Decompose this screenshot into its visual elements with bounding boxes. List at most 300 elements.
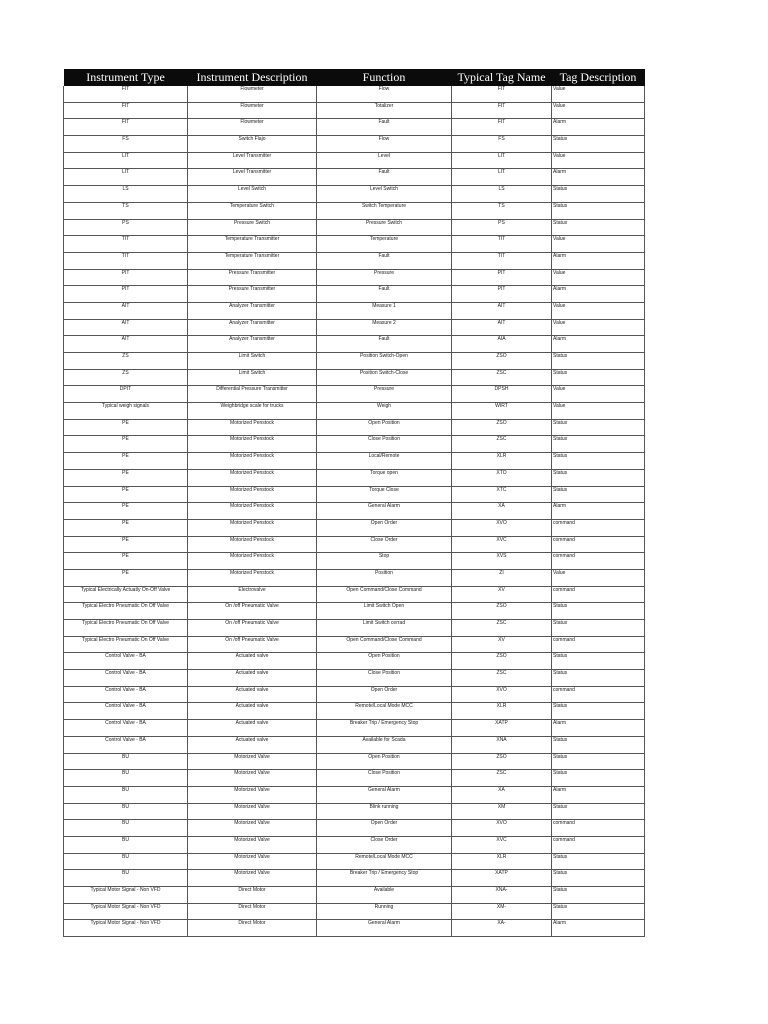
function-cell: Pressure <box>317 269 452 286</box>
tag-description-cell: Status <box>552 870 645 887</box>
tag-name-cell: ZSO <box>452 653 552 670</box>
tag-description-cell: Alarm <box>552 920 645 937</box>
instrument-type-cell: PE <box>64 553 188 570</box>
tag-description-cell: Status <box>552 670 645 687</box>
function-cell: Totalizer <box>317 102 452 119</box>
function-cell: Local/Remote <box>317 453 452 470</box>
table-row <box>64 169 645 186</box>
instrument-description-cell: Motorized Penstock <box>188 469 317 486</box>
function-cell: Fault <box>317 252 452 269</box>
tag-description-cell: Value <box>552 152 645 169</box>
function-cell: Open Position <box>317 753 452 770</box>
instrument-description-cell: Pressure Transmitter <box>188 269 317 286</box>
function-cell: Close Position <box>317 770 452 787</box>
table-row <box>64 86 645 102</box>
instrument-type-cell: DPIT <box>64 386 188 403</box>
table-row <box>64 803 645 820</box>
tag-name-cell: WIRT <box>452 403 552 420</box>
instrument-description-cell: Motorized Penstock <box>188 503 317 520</box>
table-row <box>64 419 645 436</box>
tag-name-cell: XATP <box>452 720 552 737</box>
table-row <box>64 302 645 319</box>
table-row <box>64 870 645 887</box>
function-cell: Pressure Switch <box>317 219 452 236</box>
tag-name-cell: ZSC <box>452 436 552 453</box>
tag-name-cell: XV <box>452 636 552 653</box>
tag-name-cell: AIT <box>452 302 552 319</box>
instrument-description-cell: Motorized Penstock <box>188 536 317 553</box>
instrument-description-cell: Motorized Valve <box>188 786 317 803</box>
instrument-type-cell: Typical Electrically Actuatly On-Off Valve <box>64 586 188 603</box>
instrument-type-cell: PIT <box>64 269 188 286</box>
table-row <box>64 670 645 687</box>
instrument-type-cell: BU <box>64 836 188 853</box>
instrument-type-cell: PE <box>64 436 188 453</box>
instrument-description-cell: Motorized Penstock <box>188 569 317 586</box>
table-row <box>64 820 645 837</box>
tag-description-cell: Alarm <box>552 119 645 136</box>
tag-name-cell: XVO <box>452 519 552 536</box>
instrument-type-cell: Control Valve - BA <box>64 703 188 720</box>
instrument-type-cell: Typical Motor Signal - Non VFD <box>64 903 188 920</box>
table-row <box>64 503 645 520</box>
function-cell: Blink running <box>317 803 452 820</box>
tag-description-cell: Status <box>552 653 645 670</box>
instrument-type-cell: BU <box>64 786 188 803</box>
table-row <box>64 853 645 870</box>
instrument-description-cell: Analyzer Transmitter <box>188 336 317 353</box>
instrument-type-cell: Typical Electro Pneumatic On Off Valve <box>64 620 188 637</box>
table-row <box>64 603 645 620</box>
tag-description-cell: Value <box>552 269 645 286</box>
table-row <box>64 236 645 253</box>
instrument-description-cell: Pressure Switch <box>188 219 317 236</box>
function-cell: Open Order <box>317 519 452 536</box>
function-cell: Close Position <box>317 436 452 453</box>
function-cell: Open Position <box>317 653 452 670</box>
tag-description-cell: Alarm <box>552 336 645 353</box>
instrument-type-cell: TIT <box>64 252 188 269</box>
tag-name-cell: ZSO <box>452 603 552 620</box>
function-cell: Stop <box>317 553 452 570</box>
function-cell: Limit Switch Open <box>317 603 452 620</box>
tag-description-cell: Status <box>552 453 645 470</box>
instrument-type-cell: Typical weigh signals <box>64 403 188 420</box>
instrument-description-cell: Temperature Switch <box>188 202 317 219</box>
instrument-type-cell: TS <box>64 202 188 219</box>
tag-description-cell: command <box>552 536 645 553</box>
table-row <box>64 486 645 503</box>
instrument-type-cell: ZS <box>64 353 188 370</box>
function-cell: Available for Scada <box>317 736 452 753</box>
header-row <box>64 69 645 86</box>
tag-name-cell: XLR <box>452 853 552 870</box>
tag-description-cell: Status <box>552 353 645 370</box>
table-row <box>64 887 645 904</box>
function-cell: Open Order <box>317 686 452 703</box>
tag-name-cell: XATP <box>452 870 552 887</box>
tag-description-cell: command <box>552 586 645 603</box>
tag-description-cell: command <box>552 636 645 653</box>
tag-description-cell: Status <box>552 136 645 153</box>
function-cell: General Alarm <box>317 786 452 803</box>
tag-name-cell: PIT <box>452 269 552 286</box>
tag-name-cell: LIT <box>452 169 552 186</box>
tag-description-cell: Alarm <box>552 169 645 186</box>
function-cell: Fault <box>317 119 452 136</box>
instrument-type-cell: LIT <box>64 152 188 169</box>
table-row <box>64 436 645 453</box>
instrument-type-cell: FIT <box>64 102 188 119</box>
table-row <box>64 319 645 336</box>
instrument-type-cell: LS <box>64 186 188 203</box>
instrument-description-cell: Pressure Transmitter <box>188 286 317 303</box>
tag-description-cell: command <box>552 553 645 570</box>
instrument-description-cell: Actuated valve <box>188 703 317 720</box>
tag-name-cell: FIT <box>452 102 552 119</box>
instrument-type-cell: BU <box>64 803 188 820</box>
instrument-description-cell: Flowmeter <box>188 86 317 102</box>
tag-name-cell: ZSO <box>452 419 552 436</box>
tag-description-cell: Status <box>552 369 645 386</box>
function-cell: Fault <box>317 336 452 353</box>
tag-name-cell: ZSC <box>452 369 552 386</box>
function-cell: Torque Close <box>317 486 452 503</box>
table-row <box>64 186 645 203</box>
instrument-description-cell: Level Transmitter <box>188 169 317 186</box>
instrument-description-cell: On /off Pneumatic Valve <box>188 636 317 653</box>
table-row <box>64 369 645 386</box>
tag-name-cell: XNA <box>452 736 552 753</box>
header-instrument-description: Instrument Description <box>188 69 317 86</box>
tag-name-cell: ZSO <box>452 753 552 770</box>
tag-name-cell: XA <box>452 786 552 803</box>
instrument-type-cell: BU <box>64 770 188 787</box>
tag-description-cell: command <box>552 820 645 837</box>
instrument-description-cell: Electrovalve <box>188 586 317 603</box>
tag-name-cell: XTC <box>452 486 552 503</box>
instrument-description-cell: Analyzer Transmitter <box>188 302 317 319</box>
instrument-type-cell: PS <box>64 219 188 236</box>
function-cell: Position Switch-Close <box>317 369 452 386</box>
tag-name-cell: XVS <box>452 553 552 570</box>
tag-description-cell: Alarm <box>552 252 645 269</box>
tag-name-cell: FS <box>452 136 552 153</box>
tag-description-cell: Alarm <box>552 503 645 520</box>
function-cell: Open Position <box>317 419 452 436</box>
table-row <box>64 219 645 236</box>
instrument-type-cell: LIT <box>64 169 188 186</box>
instrument-type-cell: PE <box>64 486 188 503</box>
function-cell: Open Command/Close Command <box>317 586 452 603</box>
instrument-type-cell: Typical Motor Signal - Non VFD <box>64 887 188 904</box>
function-cell: Fault <box>317 286 452 303</box>
table-row <box>64 653 645 670</box>
tag-description-cell: Value <box>552 302 645 319</box>
tag-description-cell: Status <box>552 436 645 453</box>
instrument-type-cell: Control Valve - BA <box>64 736 188 753</box>
instrument-type-cell: FS <box>64 136 188 153</box>
table-row <box>64 386 645 403</box>
function-cell: Open Order <box>317 820 452 837</box>
tag-description-cell: Status <box>552 186 645 203</box>
instrument-type-cell: TIT <box>64 236 188 253</box>
tag-description-cell: Status <box>552 703 645 720</box>
instrument-description-cell: Motorized Valve <box>188 836 317 853</box>
tag-description-cell: Status <box>552 753 645 770</box>
function-cell: Close Order <box>317 536 452 553</box>
function-cell: Flow <box>317 86 452 102</box>
instrument-description-cell: Motorized Valve <box>188 870 317 887</box>
function-cell: General Alarm <box>317 503 452 520</box>
instrument-type-cell: BU <box>64 853 188 870</box>
table-row <box>64 119 645 136</box>
tag-description-cell: Status <box>552 486 645 503</box>
tag-name-cell: PS <box>452 219 552 236</box>
tag-name-cell: XVO <box>452 820 552 837</box>
instrument-description-cell: Flowmeter <box>188 119 317 136</box>
instrument-type-cell: Control Valve - BA <box>64 653 188 670</box>
tag-description-cell: Status <box>552 887 645 904</box>
function-cell: Measure 2 <box>317 319 452 336</box>
tag-name-cell: LIT <box>452 152 552 169</box>
instrument-description-cell: On /off Pneumatic Valve <box>188 603 317 620</box>
tag-name-cell: AIT <box>452 319 552 336</box>
instrument-type-cell: BU <box>64 820 188 837</box>
instrument-description-cell: Actuated valve <box>188 736 317 753</box>
tag-description-cell: Status <box>552 803 645 820</box>
tag-description-cell: Status <box>552 620 645 637</box>
table-row <box>64 753 645 770</box>
tag-name-cell: XLR <box>452 453 552 470</box>
function-cell: Available <box>317 887 452 904</box>
tag-name-cell: ZSC <box>452 620 552 637</box>
instrument-type-cell: BU <box>64 870 188 887</box>
instrument-type-cell: PE <box>64 453 188 470</box>
function-cell: Limit Switch cerrad <box>317 620 452 637</box>
table-row <box>64 736 645 753</box>
instrument-description-cell: Actuated valve <box>188 720 317 737</box>
table-row <box>64 519 645 536</box>
instrument-description-cell: Motorized Penstock <box>188 436 317 453</box>
tag-description-cell: Value <box>552 386 645 403</box>
tag-name-cell: XM- <box>452 903 552 920</box>
function-cell: General Alarm <box>317 920 452 937</box>
instrument-type-cell: Typical Electro Pneumatic On Off Valve <box>64 636 188 653</box>
table-row <box>64 286 645 303</box>
table-row <box>64 403 645 420</box>
instrument-type-cell: FIT <box>64 86 188 102</box>
instrument-type-cell: PE <box>64 536 188 553</box>
table-row <box>64 920 645 937</box>
function-cell: Flow <box>317 136 452 153</box>
instrument-type-cell: AIT <box>64 336 188 353</box>
instrument-type-cell: AIT <box>64 319 188 336</box>
function-cell: Measure 1 <box>317 302 452 319</box>
instrument-type-cell: FIT <box>64 119 188 136</box>
table-row <box>64 536 645 553</box>
instrument-type-cell: PE <box>64 519 188 536</box>
function-cell: Remote/Local Mode MCC <box>317 853 452 870</box>
table-row <box>64 836 645 853</box>
instrument-description-cell: Temperature Transmitter <box>188 236 317 253</box>
table-row <box>64 353 645 370</box>
instrument-description-cell: Direct Motor <box>188 887 317 904</box>
tag-name-cell: AIA <box>452 336 552 353</box>
instrument-type-cell: PE <box>64 503 188 520</box>
table-row <box>64 336 645 353</box>
tag-name-cell: ZSC <box>452 770 552 787</box>
instrument-description-cell: Motorized Valve <box>188 753 317 770</box>
instrument-type-cell: PE <box>64 419 188 436</box>
tag-name-cell: XVC <box>452 536 552 553</box>
tag-name-cell: DPSH <box>452 386 552 403</box>
instrument-description-cell: Motorized Penstock <box>188 486 317 503</box>
tag-description-cell: Alarm <box>552 720 645 737</box>
tag-name-cell: PIT <box>452 286 552 303</box>
tag-name-cell: TIT <box>452 252 552 269</box>
function-cell: Breaker Trip / Emergency Stop <box>317 720 452 737</box>
function-cell: Close Order <box>317 836 452 853</box>
tag-name-cell: TS <box>452 202 552 219</box>
instrument-type-cell: PIT <box>64 286 188 303</box>
tag-description-cell: Value <box>552 403 645 420</box>
tag-name-cell: XNA- <box>452 887 552 904</box>
tag-name-cell: LS <box>452 186 552 203</box>
instrument-description-cell: Differential Pressure Transmitter <box>188 386 317 403</box>
tag-description-cell: command <box>552 686 645 703</box>
table-row <box>64 686 645 703</box>
table-row <box>64 903 645 920</box>
function-cell: Position <box>317 569 452 586</box>
instrument-type-cell: PE <box>64 569 188 586</box>
instrument-description-cell: Direct Motor <box>188 920 317 937</box>
function-cell: Level Switch <box>317 186 452 203</box>
tag-description-cell: Status <box>552 219 645 236</box>
instrument-type-cell: ZS <box>64 369 188 386</box>
table-row <box>64 136 645 153</box>
tag-name-cell: XA <box>452 503 552 520</box>
table-row <box>64 469 645 486</box>
tag-description-cell: Status <box>552 202 645 219</box>
tag-name-cell: ZSO <box>452 353 552 370</box>
function-cell: Fault <box>317 169 452 186</box>
instrument-description-cell: Weighbridge scale for trucks <box>188 403 317 420</box>
tag-description-cell: Status <box>552 419 645 436</box>
instrument-description-cell: Motorized Penstock <box>188 419 317 436</box>
tag-description-cell: Status <box>552 853 645 870</box>
instrument-description-cell: Level Transmitter <box>188 152 317 169</box>
instrument-description-cell: Motorized Penstock <box>188 553 317 570</box>
instrument-sheet <box>63 69 644 937</box>
tag-description-cell: Status <box>552 736 645 753</box>
instrument-type-cell: PE <box>64 469 188 486</box>
table-row <box>64 152 645 169</box>
table-row <box>64 453 645 470</box>
instrument-type-cell: Control Valve - BA <box>64 670 188 687</box>
instrument-type-cell: AIT <box>64 302 188 319</box>
tag-description-cell: Status <box>552 903 645 920</box>
tag-description-cell: Value <box>552 569 645 586</box>
instrument-description-cell: Limit Switch <box>188 369 317 386</box>
table-body <box>64 86 645 937</box>
instrument-description-cell: Level Switch <box>188 186 317 203</box>
tag-description-cell: Alarm <box>552 286 645 303</box>
instrument-type-cell: BU <box>64 753 188 770</box>
function-cell: Running <box>317 903 452 920</box>
instrument-description-cell: Motorized Valve <box>188 770 317 787</box>
tag-name-cell: XVO <box>452 686 552 703</box>
tag-name-cell: ZI <box>452 569 552 586</box>
tag-name-cell: TIT <box>452 236 552 253</box>
tag-description-cell: Alarm <box>552 786 645 803</box>
tag-name-cell: XV <box>452 586 552 603</box>
table-row <box>64 703 645 720</box>
tag-description-cell: command <box>552 836 645 853</box>
tag-name-cell: XVC <box>452 836 552 853</box>
header-tag-description: Tag Description <box>552 69 645 86</box>
tag-description-cell: Status <box>552 469 645 486</box>
tag-name-cell: ZSC <box>452 670 552 687</box>
instrument-description-cell: Direct Motor <box>188 903 317 920</box>
tag-name-cell: XTO <box>452 469 552 486</box>
instrument-description-cell: Motorized Valve <box>188 853 317 870</box>
table-row <box>64 586 645 603</box>
instrument-description-cell: Motorized Penstock <box>188 453 317 470</box>
tag-description-cell: Value <box>552 319 645 336</box>
function-cell: Torque open <box>317 469 452 486</box>
tag-name-cell: XM <box>452 803 552 820</box>
function-cell: Breaker Trip / Emergency Stop <box>317 870 452 887</box>
instrument-description-cell: Motorized Valve <box>188 820 317 837</box>
table-row <box>64 269 645 286</box>
function-cell: Switch Temperature <box>317 202 452 219</box>
instrument-type-cell: Typical Electro Pneumatic On Off Valve <box>64 603 188 620</box>
instrument-type-cell: Typical Motor Signal - Non VFD <box>64 920 188 937</box>
table-row <box>64 553 645 570</box>
instrument-description-cell: Flowmeter <box>188 102 317 119</box>
tag-description-cell: Status <box>552 770 645 787</box>
tag-description-cell: command <box>552 519 645 536</box>
table-row <box>64 102 645 119</box>
instrument-type-cell: Control Valve - BA <box>64 686 188 703</box>
instrument-description-cell: Limit Switch <box>188 353 317 370</box>
tag-name-cell: FIT <box>452 86 552 102</box>
table-row <box>64 252 645 269</box>
tag-name-cell: XLR <box>452 703 552 720</box>
tag-description-cell: Status <box>552 603 645 620</box>
instrument-type-cell: Control Valve - BA <box>64 720 188 737</box>
function-cell: Open Command/Close Command <box>317 636 452 653</box>
tag-name-cell: XA- <box>452 920 552 937</box>
header-typical-tag-name: Typical Tag Name <box>452 69 552 86</box>
function-cell: Close Position <box>317 670 452 687</box>
function-cell: Level <box>317 152 452 169</box>
tag-description-cell: Value <box>552 236 645 253</box>
tag-description-cell: Value <box>552 102 645 119</box>
table-row <box>64 770 645 787</box>
instrument-description-cell: On /off Pneumatic Valve <box>188 620 317 637</box>
table-row <box>64 720 645 737</box>
function-cell: Position Switch-Open <box>317 353 452 370</box>
function-cell: Remote/Local Mode MCC <box>317 703 452 720</box>
table-row <box>64 202 645 219</box>
tag-name-cell: FIT <box>452 119 552 136</box>
tag-description-cell: Value <box>552 86 645 102</box>
instrument-description-cell: Motorized Valve <box>188 803 317 820</box>
instrument-description-cell: Motorized Penstock <box>188 519 317 536</box>
instrument-description-cell: Actuated valve <box>188 670 317 687</box>
